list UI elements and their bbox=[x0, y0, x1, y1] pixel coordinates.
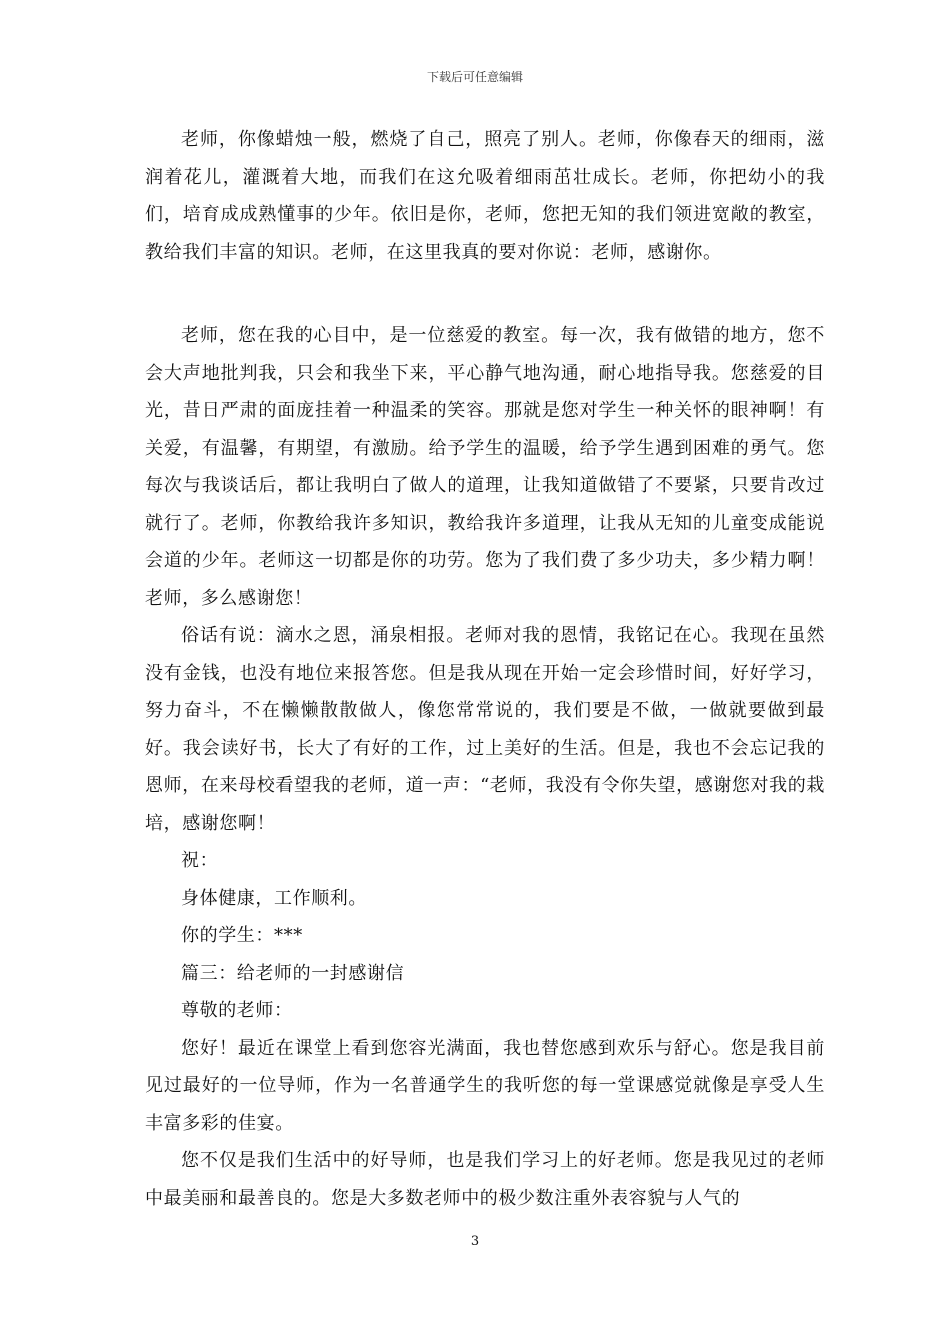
section-title: 篇三：给老师的一封感谢信 bbox=[181, 962, 405, 984]
page-number: 3 bbox=[470, 1234, 480, 1249]
paragraph-teacher-candle: 老师，你像蜡烛一般，燃烧了自己，照亮了别人。老师，你像春天的细雨，滋润着花儿，灌溉着大地，而我们在这允吸着细雨茁壮成长。老师，你把幼小的我们，培育成成熟懂事的少年。依旧是你，老师，您把无知的我们领进宽敞的教室，教给我们丰富的知识。老师，在这里我真的要对你说：老师，感谢你。 bbox=[145, 129, 825, 263]
paragraph-signature: 你的学生：*** bbox=[181, 925, 303, 946]
document-body bbox=[145, 121, 825, 1217]
letter-salutation: 尊敬的老师： bbox=[181, 1000, 293, 1021]
paragraph-wish-text: 身体健康，工作顺利。 bbox=[181, 887, 367, 909]
paragraph-teacher-kindness: 老师，您在我的心目中，是一位慈爱的教室。每一次，我有做错的地方，您不会大声地批判我，只会和我坐下来，平心静气地沟通，耐心地指导我。您慈爱的目光，昔日严肃的面庞挂着一种温柔的笑容。那就是您对学生一种关怀的眼神啊！有关爱，有温馨，有期望，有激励。给予学生的温暖，给予学生遇到困难的勇气。您每次与我谈话后，都让我明白了做人的道理，让我知道做错了不要紧，只要肯改过就行了。老师，你教给我许多知识，教给我许多道理，让我从无知的儿童变成能说会道的少年。老师这一切都是你的功劳。您为了我们费了多少功夫，多少精力啊！老师，多么感谢您！ bbox=[145, 325, 825, 609]
paragraph-gratitude: 俗话有说：滴水之恩，涌泉相报。老师对我的恩情，我铭记在心。我现在虽然没有金钱，也没有地位来报答您。但是我从现在开始一定会珍惜时间，好好学习，努力奋斗，不在懒懒散散做人，像您常常说的，我们要是不做，一做就要做到最好。我会读好书，长大了有好的工作，过上美好的生活。但是，我也不会忘记我的恩师，在来母校看望我的老师，道一声：“老师，我没有令你失望，感谢您对我的栽培，感谢您啊！ bbox=[145, 625, 825, 834]
paragraph-good-mentor: 您不仅是我们生活中的好导师，也是我们学习上的好老师。您是我见过的老师中最美丽和最善良的。您是大多数老师中的极少数注重外表容貌与人气的 bbox=[145, 1150, 825, 1209]
paragraph-gap bbox=[145, 271, 825, 317]
paragraph-wish-label: 祝： bbox=[181, 850, 219, 871]
page-header: 下载后可任意编辑 bbox=[426, 70, 523, 84]
paragraph-greeting: 您好！最近在课堂上看到您容光满面，我也替您感到欢乐与舒心。您是我目前见过最好的一位导师，作为一名普通学生的我听您的每一堂课感觉就像是享受人生丰富多彩的佳宴。 bbox=[145, 1037, 825, 1134]
